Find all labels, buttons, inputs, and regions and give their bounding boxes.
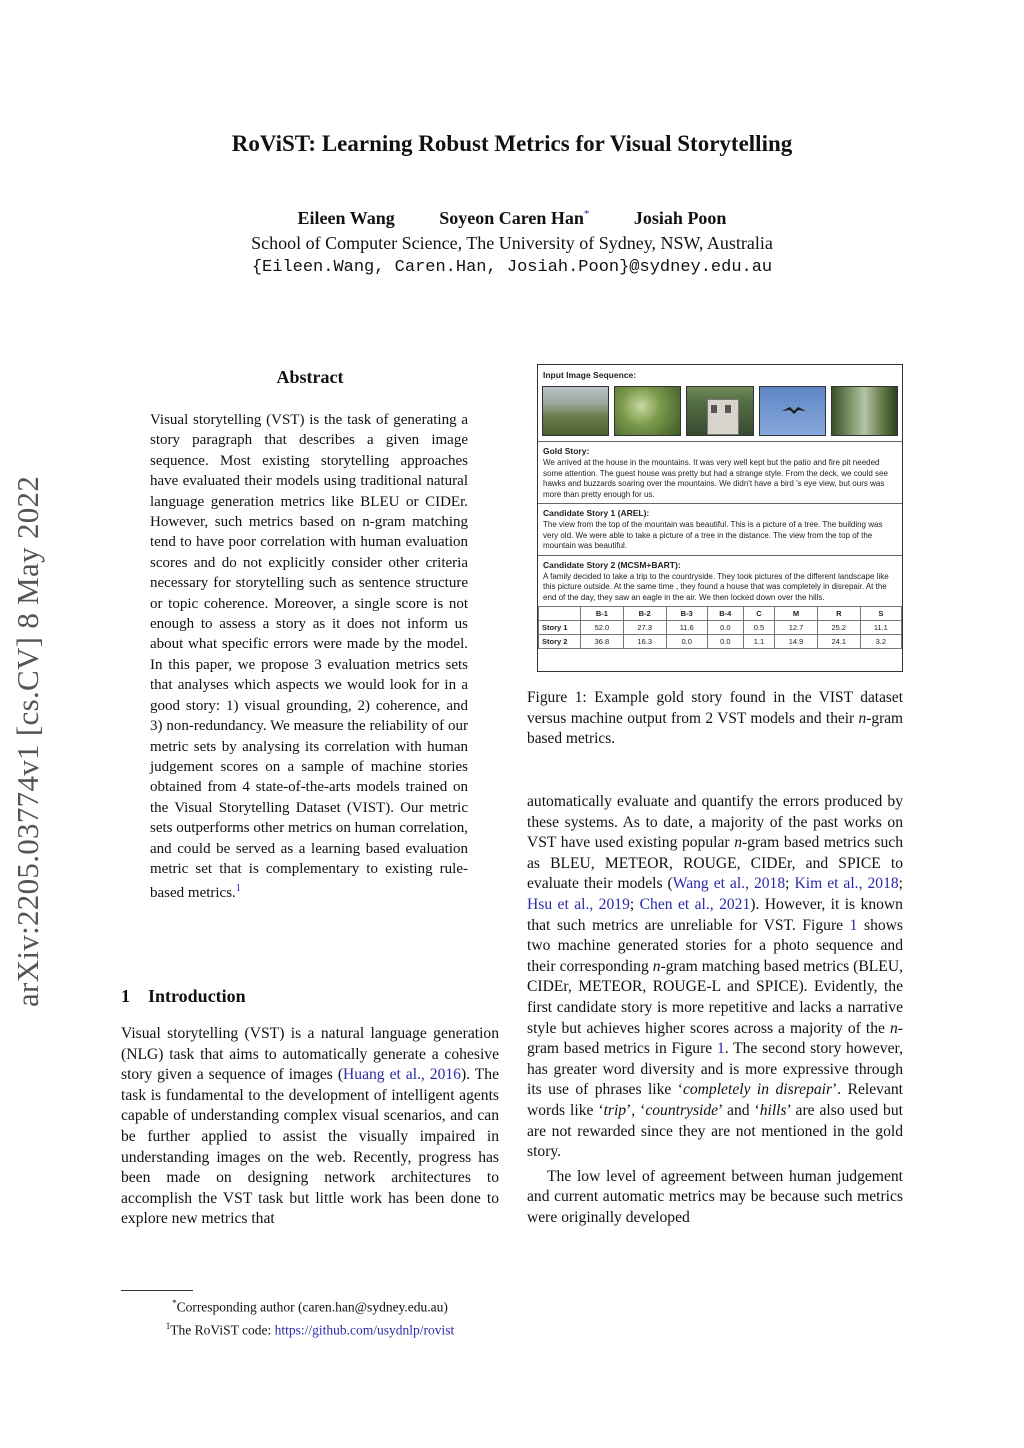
footnotes <box>121 1294 499 1339</box>
table-header-cell: B-4 <box>707 607 743 621</box>
table-cell: 0.0 <box>707 635 743 649</box>
citation-link[interactable]: Chen et al., 2021 <box>639 895 751 913</box>
citation-link[interactable]: Hsu et al., 2019 <box>527 895 630 913</box>
author-name: Eileen Wang <box>297 208 395 228</box>
paper-title: RoViST: Learning Robust Metrics for Visual Storytelling <box>231 131 793 156</box>
table-cell: 36.8 <box>581 635 624 649</box>
input-sequence-label: Input Image Sequence: <box>543 370 637 380</box>
table-cell: 11.1 <box>860 621 901 635</box>
table-cell: 16.3 <box>623 635 666 649</box>
candidate-2-text: A family decided to take a trip to the countryside. They took pictures of the different landscape like this picture outside. At the same time , they found a house that was completely in disrepair. At the end of the day, they saw an eagle in the air. We then locked down over the hills. <box>543 571 889 602</box>
introduction-paragraph: Visual storytelling (VST) is a natural language generation (NLG) task that aims to automatically generate a cohesive story given a sequence of images (Huang et al., 2016). The task is fundamental to the development of intelligent agents capable of understanding complex visual scenarios, and can be further applied to assist the visually impaired in understanding images on the web. Recently, progress has been made on designing network architectures to accomplish the VST task but little work has been done to explore new metrics that <box>121 1025 499 1228</box>
mountain-valley-image <box>542 386 609 436</box>
table-cell: Story 1 <box>539 621 581 635</box>
citation-link[interactable]: Wang et al., 2018 <box>672 875 786 893</box>
bird-sky-image <box>759 386 826 436</box>
table-cell: 3.2 <box>860 635 901 649</box>
affiliation: School of Computer Science, The University of Sydney, NSW, Australia <box>251 233 773 253</box>
figure-caption: Figure 1: Example gold story found in the VIST dataset versus machine output from 2 VST models and their n-gram based metrics. <box>527 689 903 748</box>
table-cell: 0.5 <box>743 621 774 635</box>
paragraph: The low level of agreement between human judgement and current automatic metrics may be because such metrics were originally developed <box>527 1167 903 1226</box>
table-header-row <box>539 607 902 621</box>
image-sequence <box>538 380 902 441</box>
table-header-cell: S <box>860 607 901 621</box>
author-name: Josiah Poon <box>633 208 727 228</box>
table-cell: 52.0 <box>581 621 624 635</box>
footnote-divider <box>121 1290 193 1291</box>
gold-story-section <box>538 441 902 503</box>
candidate-1-section <box>538 503 902 555</box>
metrics-table <box>538 606 902 649</box>
table-cell: 0.0 <box>707 621 743 635</box>
figure-ref-link[interactable]: 1 <box>716 1040 725 1058</box>
table-cell: 0.0 <box>666 635 707 649</box>
corresponding-mark: * <box>583 208 590 220</box>
paragraph: automatically evaluate and quantify the errors produced by these systems. As to date, a majority of the past works on VST have used existing popular n-gram based metrics such as BLEU, METEOR, ROUGE, CIDEr, and SPICE to evaluate their models (Wang et al., 2018; Kim et al., 2018; Hsu et al., 2019; Chen et al., 2021). However, it is known that such metrics are unreliable for VST. Figure 1 shows two machine generated stories for a photo sequence and their corresponding n-gram matching based metrics (BLEU, CIDEr, METEOR, ROUGE-L and SPICE). Evidently, the first candidate story is more repetitive and lacks a narrative style but achieves higher scores across a majority of the n-gram based metrics in Figure 1. The second story however, has greater word diversity and is more expressive through its use of phrases like ‘completely in disrepair’. Relevant words like ‘trip’, ‘countryside’ and ‘hills’ are also used but are not rewarded since they are not mentioned in the gold story. <box>527 793 904 1161</box>
gold-story-label: Gold Story: <box>543 446 590 456</box>
candidate-2-label: Candidate Story 2 (MCSM+BART): <box>543 559 681 570</box>
right-column-text <box>527 792 903 1228</box>
table-header-cell: B-1 <box>581 607 624 621</box>
table-row <box>539 621 902 635</box>
table-cell: Story 2 <box>539 635 581 649</box>
candidate-1-label: Candidate Story 1 (AREL): <box>543 508 650 518</box>
section-heading-introduction: 1 Introduction <box>121 986 246 1006</box>
table-header-cell <box>539 607 581 621</box>
forest-hills-image <box>831 386 898 436</box>
abstract-heading: Abstract <box>276 367 344 387</box>
citation-link[interactable]: Kim et al., 2018 <box>794 875 899 893</box>
citation-link[interactable]: Huang et al., 2016 <box>343 1066 461 1084</box>
candidate-1-text: The view from the top of the mountain was beautiful. This is a picture of a tree. The building was very old. We were able to take a picture of a tree in the distance. The view from the top of the mountain was beautiful. <box>543 520 883 550</box>
table-cell: 25.2 <box>817 621 860 635</box>
footnote-corresponding: *Corresponding author (caren.han@sydney.edu.au) <box>172 1298 448 1315</box>
garden-image <box>614 386 681 436</box>
figure-ref-link[interactable]: 1 <box>849 916 858 934</box>
table-header-cell: R <box>817 607 860 621</box>
table-header-cell: C <box>743 607 774 621</box>
author-list <box>0 208 1024 229</box>
footnote-link[interactable]: 1 <box>235 883 241 895</box>
table-header-cell: B-2 <box>623 607 666 621</box>
code-link[interactable]: https://github.com/usydnlp/rovist <box>274 1322 455 1337</box>
table-cell: 24.1 <box>817 635 860 649</box>
house-image <box>686 386 753 436</box>
author-emails: {Eileen.Wang, Caren.Han, Josiah.Poon}@sydney.edu.au <box>251 258 773 277</box>
table-header-cell: B-3 <box>666 607 707 621</box>
table-cell: 11.6 <box>666 621 707 635</box>
table-header-cell: M <box>775 607 818 621</box>
abstract-body: Visual storytelling (VST) is the task of generating a story paragraph that describes a given image sequence. Most existing storytelling approaches have evaluated their models using traditional natural language generation metrics like BLEU or CIDEr. However, such metrics based on n-gram matching tend to have poor correlation with human evaluation scores and do not explicitly consider other criteria necessary for storytelling such as sentence structure or topic coherence. Moreover, a single score is not enough to assess a story as it does not inform us about what specific errors were made by the model. In this paper, we propose 3 evaluation metrics sets that analyses which aspects we would look for in a good story: 1) visual grounding, 2) coherence, and 3) non-redundancy. We measure the reliability of our metric sets by analysing its correlation with human judgement scores on a sample of machine stories obtained from 4 state-of-the-arts models trained on the Visual Storytelling Dataset (VIST). Our metric sets outperforms other metrics on human correlation, and could be served as a learning based evaluation metric set that is complementary to existing rule-based metrics.$^1$ <box>150 412 468 902</box>
author-name: Soyeon Caren Han* <box>439 208 590 228</box>
gold-story-text: We arrived at the house in the mountains. It was very well kept but the patio and fire pit needed some attention. The guest house was pretty but had a strange style. From the deck, we could see hawks and buzzards soaring over the mountains. We didn't have a bird 's eye view, but ours was more than pretty enough for us. <box>543 458 888 499</box>
footnote-code: $^1$The RoViST code: https://github.com/usydnlp/rovist <box>165 1320 455 1337</box>
table-cell: 27.3 <box>623 621 666 635</box>
table-row <box>539 635 902 649</box>
table-cell: 14.9 <box>775 635 818 649</box>
arxiv-identifier: arXiv:2205.03774v1 [cs.CV] 8 May 2022 <box>10 475 45 1007</box>
table-cell: 12.7 <box>775 621 818 635</box>
candidate-2-section <box>538 555 902 607</box>
table-cell: 1.1 <box>743 635 774 649</box>
figure-1 <box>537 364 903 672</box>
